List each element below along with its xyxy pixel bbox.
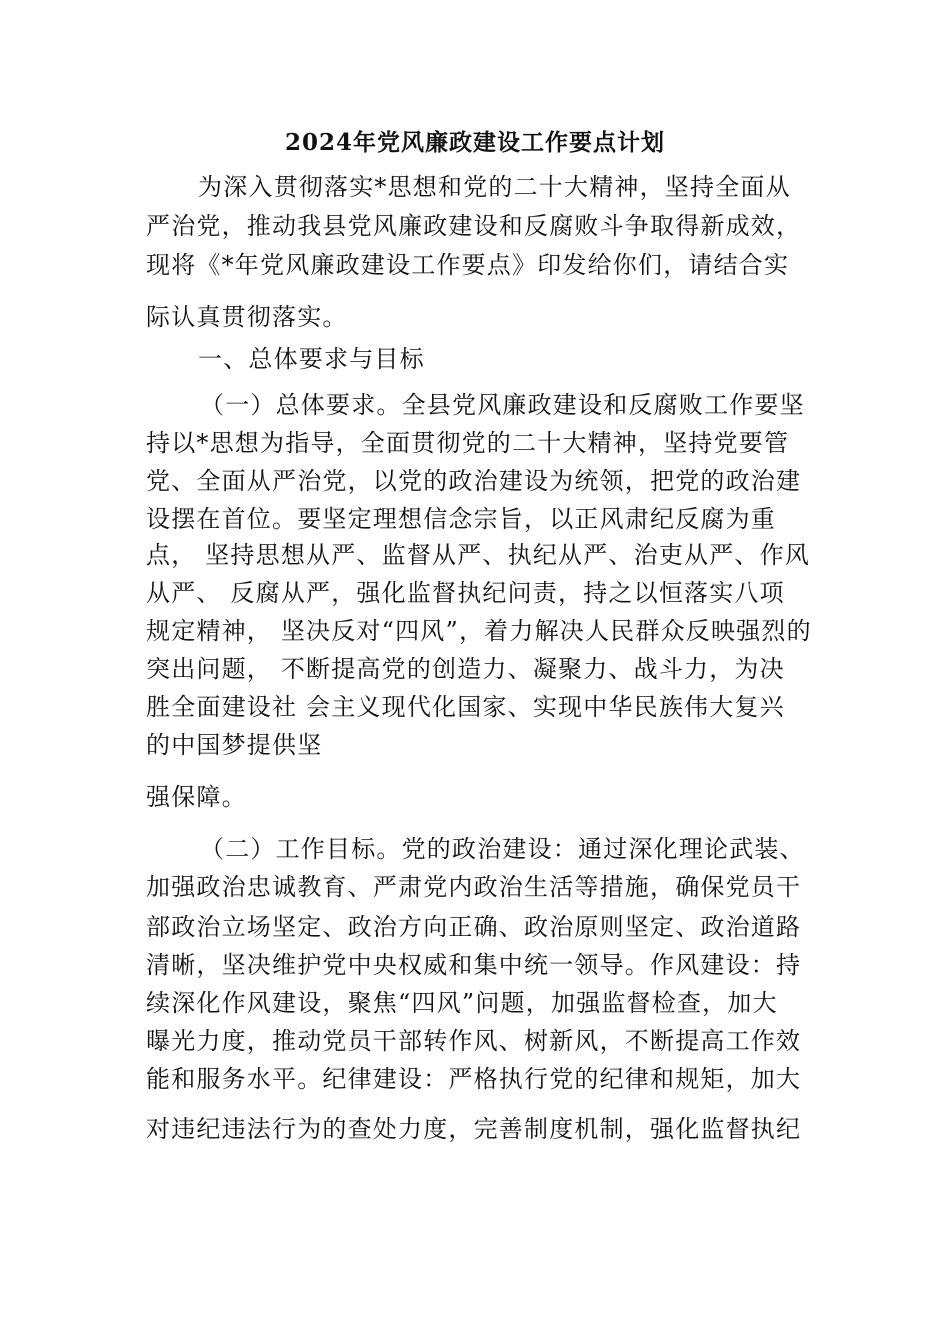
paragraph-line: 强保障。 — [146, 783, 247, 811]
paragraph-line: 从严、 反腐从严，强化监督执纪问责，持之以恒落实八项 — [146, 579, 785, 607]
paragraph-line: 曝光力度，推动党员干部转作风、树新风，不断提高工作效 — [146, 1027, 802, 1055]
paragraph-line: 设摆在首位。要坚定理想信念宗旨，以正风肃纪反腐为重 — [146, 505, 776, 533]
paragraph-line: 严治党，推动我县党风廉政建设和反腐败斗争取得新成效， — [146, 212, 802, 240]
paragraph-line: 规定精神， 坚决反对“四风”，着力解决人民群众反映强烈的 — [146, 617, 812, 645]
paragraph-line: 点， 坚持思想从严、监督从严、执纪从严、治吏从严、作风 — [146, 541, 811, 569]
paragraph-line: 加强政治忠诚教育、严肃党内政治生活等措施，确保党员干 — [146, 873, 802, 901]
paragraph-line: 党、全面从严治党，以党的政治建设为统领，把党的政治建 — [146, 467, 802, 495]
paragraph-line: 现将《*年党风廉政建设工作要点》印发给你们，请结合实 — [146, 251, 790, 279]
paragraph-line: 的中国梦提供坚 — [146, 731, 323, 759]
paragraph-line: （一）总体要求。全县党风廉政建设和反腐败工作要坚 — [200, 391, 805, 419]
section-heading: 一、总体要求与目标 — [198, 345, 425, 373]
paragraph-line: 际认真贯彻落实。 — [146, 303, 348, 331]
paragraph-line: 能和服务水平。纪律建设：严格执行党的纪律和规矩，加大 — [146, 1065, 802, 1093]
paragraph-line: 清晰，坚决维护党中央权威和集中统一领导。作风建设：持 — [146, 951, 802, 979]
paragraph-line: 续深化作风建设，聚焦“四风”问题，加强监督检查，加大 — [146, 989, 778, 1017]
document-title: 2024年党风廉政建设工作要点计划 — [284, 129, 665, 156]
paragraph-line: 胜全面建设社 会主义现代化国家、实现中华民族伟大复兴 — [146, 693, 785, 721]
paragraph-line: 突出问题， 不断提高党的创造力、凝聚力、战斗力，为决 — [146, 655, 785, 683]
paragraph-line: 对违纪违法行为的查处力度，完善制度机制，强化监督执纪 — [146, 1115, 802, 1143]
paragraph-line: （二）工作目标。党的政治建设：通过深化理论武装、 — [200, 835, 805, 863]
paragraph-line: 部政治立场坚定、政治方向正确、政治原则坚定、政治道路 — [146, 913, 802, 941]
paragraph-line: 持以*思想为指导，全面贯彻党的二十大精神，坚持党要管 — [146, 429, 790, 457]
paragraph-line: 为深入贯彻落实*思想和党的二十大精神，坚持全面从 — [198, 173, 791, 201]
